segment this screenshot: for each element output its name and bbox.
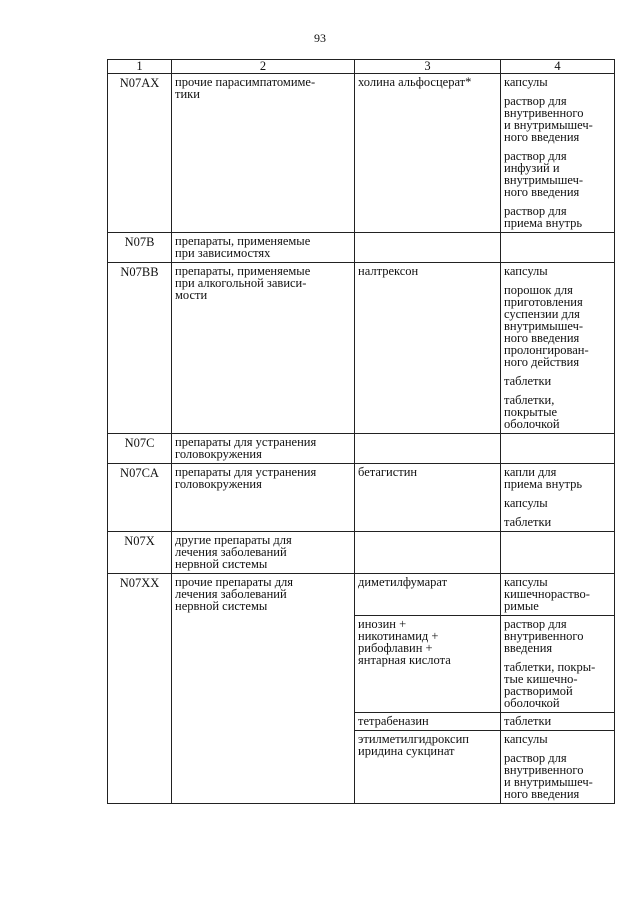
table-row (108, 263, 615, 434)
text-line: капли для (504, 465, 557, 479)
text-line: рибофлавин + (358, 641, 433, 655)
text-line: другие препараты для (175, 533, 292, 547)
text-line: и внутримышеч- (504, 775, 593, 789)
atc-code-cell (108, 574, 172, 804)
dosage-forms-cell (501, 233, 615, 263)
text-line: внутримышеч- (504, 173, 584, 187)
text-line: прочие препараты для (175, 575, 294, 589)
dosage-form (504, 76, 611, 88)
dosage-form (504, 466, 611, 490)
dosage-form (504, 205, 611, 229)
text-line: внутримышеч- (504, 319, 584, 333)
text-line: диметилфумарат (358, 575, 448, 589)
text-line: N07BB (120, 265, 159, 279)
table-body (108, 74, 615, 804)
atc-code-cell (108, 74, 172, 233)
text-line: и внутримышеч- (504, 118, 593, 132)
text-line: приема внутрь (504, 216, 583, 230)
text-line: пролонгирован- (504, 343, 589, 357)
drug-name-cell (355, 464, 501, 532)
atc-group-cell (172, 233, 355, 263)
dosage-form (504, 618, 611, 654)
drug-name-cell (355, 731, 501, 804)
table-row (108, 574, 615, 616)
atc-code-cell (108, 434, 172, 464)
table-row (108, 464, 615, 532)
drug-name-cell (355, 574, 501, 616)
text-line: ного действия (504, 355, 580, 369)
text-line: внутривенного (504, 106, 584, 120)
text-line: препараты, применяемые (175, 264, 311, 278)
text-line: N07AX (119, 76, 160, 90)
dosage-forms-cell (501, 713, 615, 731)
dosage-form (504, 752, 611, 800)
text-line: иридина сукцинат (358, 744, 455, 758)
drug-name-cell (355, 263, 501, 434)
column-header-2: 2 (172, 60, 355, 74)
table-header (108, 60, 615, 74)
dosage-form (504, 394, 611, 430)
text-line: раствор для (504, 617, 567, 631)
table-row (108, 434, 615, 464)
text-line: лечения заболеваний (175, 587, 287, 601)
dosage-forms-cell (501, 731, 615, 804)
dosage-form (504, 661, 611, 709)
text-line: суспензии для (504, 307, 580, 321)
text-line: N07B (124, 235, 155, 249)
text-line: головокружения (175, 447, 262, 461)
text-line: этилметилгидроксип (358, 732, 469, 746)
drug-name-cell (355, 616, 501, 713)
text-line: тетрабеназин (358, 714, 429, 728)
column-header-3: 3 (355, 60, 501, 74)
text-line: капсулы (504, 496, 548, 510)
text-line: нервной системы (175, 557, 268, 571)
dosage-form (504, 733, 611, 745)
text-line: кишечнораство- (504, 587, 590, 601)
text-line: раствор для (504, 149, 567, 163)
text-line: тики (175, 87, 200, 101)
text-line: при алкогольной зависи- (175, 276, 307, 290)
text-line: никотинамид + (358, 629, 439, 643)
text-line: тые кишечно- (504, 672, 578, 686)
dosage-form (504, 516, 611, 528)
page-number: 93 (314, 31, 326, 45)
table-row (108, 532, 615, 574)
atc-code-cell (108, 532, 172, 574)
text-line: римые (504, 599, 539, 613)
drug-name-cell (355, 713, 501, 731)
text-line: N07XX (119, 576, 160, 590)
column-header-4: 4 (501, 60, 615, 74)
text-line: препараты, применяемые (175, 234, 311, 248)
text-line: ного введения (504, 787, 580, 801)
dosage-form (504, 95, 611, 143)
atc-group-cell (172, 434, 355, 464)
text-line: нервной системы (175, 599, 268, 613)
text-line: таблетки, (504, 393, 555, 407)
dosage-form (504, 497, 611, 509)
text-line: мости (175, 288, 208, 302)
text-line: покрытые (504, 405, 558, 419)
text-line: капсулы (504, 264, 548, 278)
text-line: янтарная кислота (358, 653, 451, 667)
atc-group-cell (172, 574, 355, 804)
dosage-forms-cell (501, 263, 615, 434)
text-line: прочие парасимпатомиме- (175, 75, 316, 89)
atc-group-cell (172, 263, 355, 434)
text-line: приема внутрь (504, 477, 583, 491)
drug-name-cell (355, 434, 501, 464)
text-line: препараты для устранения (175, 465, 317, 479)
text-line: таблетки, покры- (504, 660, 596, 674)
text-line: таблетки (504, 515, 552, 529)
text-line: введения (504, 641, 553, 655)
text-line: головокружения (175, 477, 262, 491)
text-line: инозин + (358, 617, 407, 631)
dosage-forms-cell (501, 574, 615, 616)
text-line: инфузий и (504, 161, 560, 175)
atc-group-cell (172, 464, 355, 532)
table-row (108, 233, 615, 263)
text-line: капсулы (504, 575, 548, 589)
text-line: N07CA (120, 466, 159, 480)
text-line: порошок для (504, 283, 573, 297)
dosage-forms-cell (501, 464, 615, 532)
text-line: лечения заболеваний (175, 545, 287, 559)
dosage-forms-cell (501, 74, 615, 233)
drug-table (107, 59, 615, 804)
atc-group-cell (172, 74, 355, 233)
text-line: ного введения (504, 185, 580, 199)
dosage-forms-cell (501, 434, 615, 464)
text-line: при зависимостях (175, 246, 271, 260)
dosage-form (504, 375, 611, 387)
text-line: внутривенного (504, 629, 584, 643)
dosage-forms-cell (501, 616, 615, 713)
drug-name-cell (355, 74, 501, 233)
text-line: ного введения (504, 130, 580, 144)
dosage-form (504, 284, 611, 368)
atc-code-cell (108, 233, 172, 263)
text-line: ного введения (504, 331, 580, 345)
text-line: препараты для устранения (175, 435, 317, 449)
text-line: таблетки (504, 714, 552, 728)
drug-name-cell (355, 532, 501, 574)
table-row (108, 74, 615, 233)
dosage-form (504, 576, 611, 612)
atc-group-cell (172, 532, 355, 574)
text-line: оболочкой (504, 696, 560, 710)
text-line: таблетки (504, 374, 552, 388)
atc-code-cell (108, 464, 172, 532)
text-line: капсулы (504, 732, 548, 746)
text-line: приготовления (504, 295, 583, 309)
drug-name-cell (355, 233, 501, 263)
column-header-1: 1 (108, 60, 172, 74)
header-row (108, 60, 615, 74)
text-line: N07X (124, 534, 155, 548)
text-line: растворимой (504, 684, 573, 698)
dosage-form (504, 715, 611, 727)
text-line: внутривенного (504, 763, 584, 777)
text-line: оболочкой (504, 417, 560, 431)
dosage-form (504, 150, 611, 198)
text-line: раствор для (504, 751, 567, 765)
text-line: бетагистин (358, 465, 418, 479)
text-line: раствор для (504, 94, 567, 108)
text-line: капсулы (504, 75, 548, 89)
text-line: холина альфосцерат* (358, 75, 472, 89)
dosage-forms-cell (501, 532, 615, 574)
text-line: налтрексон (358, 264, 419, 278)
text-line: N07C (124, 436, 155, 450)
text-line: раствор для (504, 204, 567, 218)
atc-code-cell (108, 263, 172, 434)
dosage-form (504, 265, 611, 277)
